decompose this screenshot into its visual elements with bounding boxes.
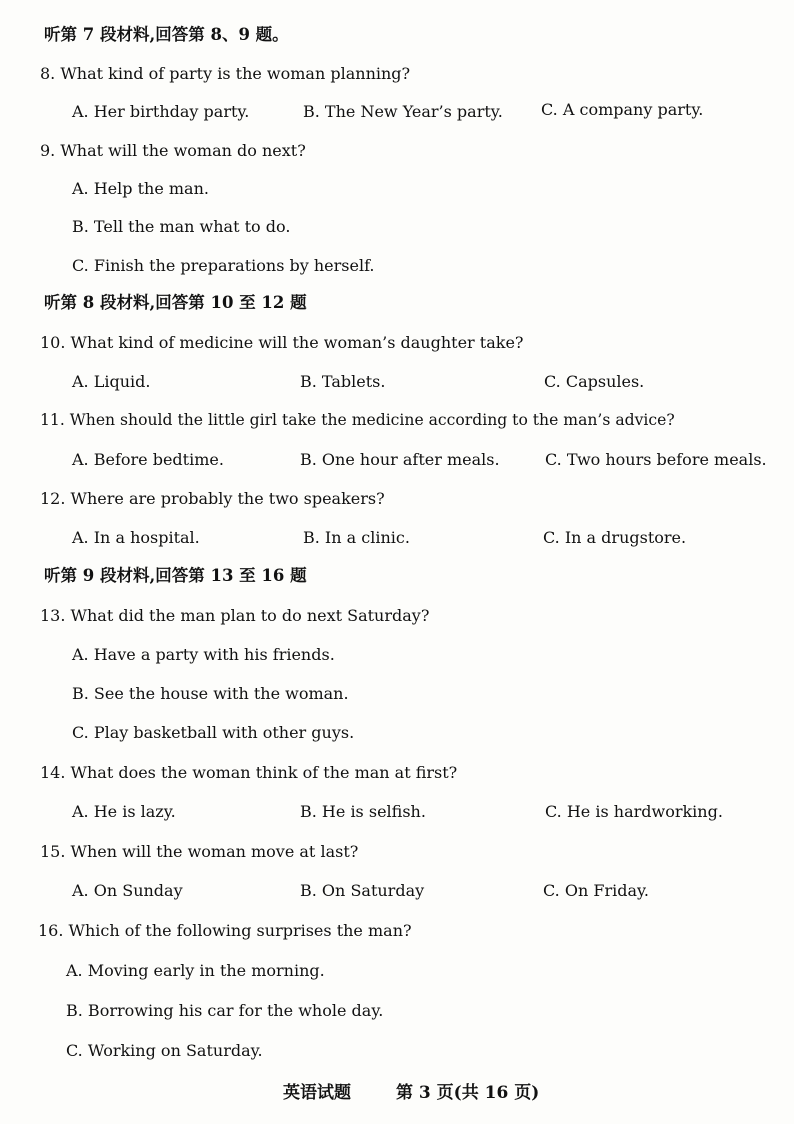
footer-subject: 英语试题	[283, 1083, 351, 1103]
question-stem: 16. Which of the following surprises the man?	[38, 921, 412, 940]
question-stem: 13. What did the man plan to do next Saturday?	[40, 606, 430, 625]
question-stem: 11. When should the little girl take the medicine according to the man’s advice?	[40, 411, 675, 429]
option-c: C. Capsules.	[544, 372, 645, 391]
option-b: B. In a clinic.	[303, 528, 410, 547]
option-a: A. Liquid.	[72, 372, 151, 391]
option-b: B. Tablets.	[300, 372, 386, 391]
option-c: C. In a drugstore.	[543, 528, 687, 547]
option-a: A. He is lazy.	[72, 802, 176, 821]
option-c: C. On Friday.	[543, 881, 649, 900]
question-stem: 9. What will the woman do next?	[40, 141, 306, 160]
option-c: C. Finish the preparations by herself.	[72, 256, 375, 275]
option-a: A. Have a party with his friends.	[72, 645, 335, 664]
option-c: C. Working on Saturday.	[66, 1041, 263, 1060]
footer-page-number: 第 3 页(共 16 页)	[396, 1083, 540, 1103]
option-b: B. One hour after meals.	[300, 450, 500, 469]
option-b: B. See the house with the woman.	[72, 684, 349, 703]
question-stem: 15. When will the woman move at last?	[40, 842, 359, 861]
section-heading: 听第 9 段材料,回答第 13 至 16 题	[44, 566, 307, 585]
option-a: A. Help the man.	[72, 179, 209, 198]
option-c: C. He is hardworking.	[545, 802, 723, 821]
option-a: A. Before bedtime.	[72, 450, 224, 469]
option-c: C. Play basketball with other guys.	[72, 723, 355, 742]
option-b: B. On Saturday	[300, 881, 425, 900]
question-stem: 14. What does the woman think of the man at first?	[40, 763, 458, 782]
option-b: B. The New Year’s party.	[303, 102, 503, 121]
option-a: A. In a hospital.	[72, 528, 200, 547]
section-heading: 听第 8 段材料,回答第 10 至 12 题	[44, 293, 307, 312]
option-b: B. He is selfish.	[300, 802, 426, 821]
section-heading: 听第 7 段材料,回答第 8、9 题。	[44, 25, 289, 44]
option-a: A. Her birthday party.	[72, 102, 250, 121]
question-stem: 10. What kind of medicine will the woman’s daughter take?	[40, 333, 524, 352]
option-a: A. On Sunday	[72, 881, 183, 900]
option-c: C. Two hours before meals.	[545, 450, 767, 469]
question-stem: 12. Where are probably the two speakers?	[40, 489, 385, 508]
option-b: B. Borrowing his car for the whole day.	[66, 1001, 384, 1020]
question-stem: 8. What kind of party is the woman planning?	[40, 64, 411, 83]
option-a: A. Moving early in the morning.	[66, 961, 325, 980]
option-b: B. Tell the man what to do.	[72, 217, 291, 236]
option-c: C. A company party.	[541, 100, 704, 119]
